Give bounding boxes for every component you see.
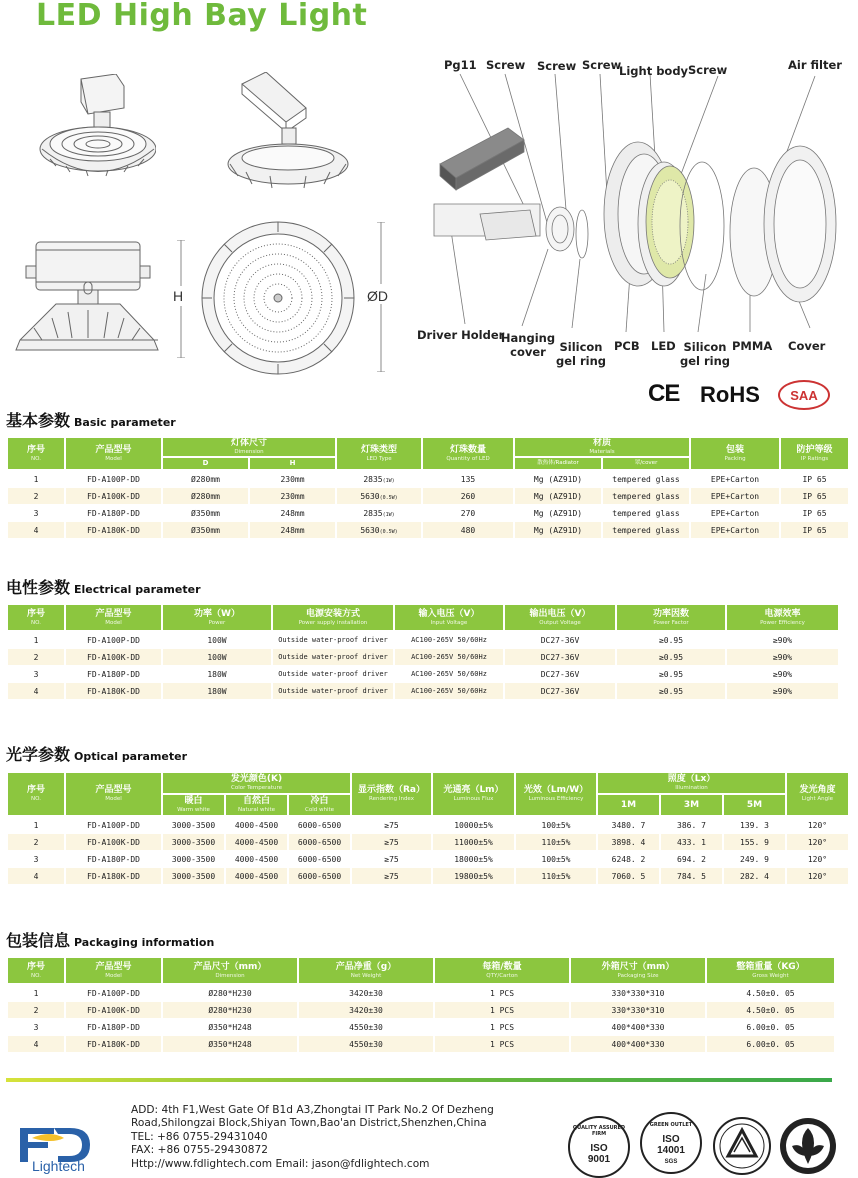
th-packing: 包装 Packing bbox=[691, 438, 779, 471]
th-no: 序号 NO. bbox=[8, 958, 64, 985]
table-row: 4 FD-A180K-DD 180W Outside water-proof driver AC100-265V 50/60Hz DC27-36V ≥0.95 ≥90% bbox=[8, 683, 838, 700]
page-title: LED High Bay Light bbox=[36, 0, 368, 33]
th-cover: 罩/cover bbox=[603, 458, 689, 471]
ce-mark: CE bbox=[648, 380, 680, 407]
th-install: 电源安装方式 Power supply installation bbox=[273, 605, 393, 632]
th-color-temp: 发光颜色(K) Color Temperature bbox=[163, 773, 350, 795]
website-email-line: Http://www.fdlightech.com Email: jason@fdlightech.com bbox=[131, 1157, 430, 1170]
label-pcb: PCB bbox=[614, 339, 640, 353]
packaging-information-title-en: Packaging information bbox=[74, 936, 215, 949]
iso14001-badge-top: GREEN OUTLET bbox=[649, 1122, 693, 1128]
label-screw-3: Screw bbox=[582, 58, 622, 72]
height-dimension-line bbox=[176, 240, 186, 358]
footer-divider bbox=[6, 1078, 832, 1082]
label-driver-holder: Driver Holder bbox=[417, 328, 505, 342]
table-row: 1 FD-A100P-DD Ø280*H230 3420±30 1 PCS 330*330*310 4.50±0. 05 bbox=[8, 985, 834, 1002]
logo-text: Lightech bbox=[32, 1158, 85, 1174]
th-no: 序号 NO. bbox=[8, 438, 64, 471]
high-bay-perspective-illustration-2 bbox=[226, 72, 350, 190]
table-row: 2 FD-A100K-DD Ø280mm 230mm 5630(0.5W) 260 Mg (AZ91D) tempered glass EPE+Carton IP 65 bbox=[8, 488, 848, 505]
packaging-information-table bbox=[6, 958, 836, 1053]
table-row: 1 FD-A100P-DD Ø280mm 230mm 2835(1W) 135 Mg (AZ91D) tempered glass EPE+Carton IP 65 bbox=[8, 471, 848, 488]
table-row: 2 FD-A100K-DD 100W Outside water-proof driver AC100-265V 50/60Hz DC27-36V ≥0.95 ≥90% bbox=[8, 649, 838, 666]
electrical-parameter-heading bbox=[6, 575, 201, 598]
high-bay-bottom-view-drawing bbox=[200, 218, 360, 378]
diameter-dimension-label: ØD bbox=[367, 288, 388, 304]
th-net-weight: 产品净重（g） Net Weight bbox=[299, 958, 433, 985]
th-dimension: 灯体尺寸 Dimension bbox=[163, 438, 335, 458]
electrical-parameter-title-en: Electrical parameter bbox=[74, 583, 201, 596]
address-line-1: ADD: 4th F1,West Gate Of B1d A3,Zhongtai IT Park No.2 Of Dezheng bbox=[131, 1104, 494, 1116]
saa-logo bbox=[778, 380, 830, 410]
th-output: 输出电压（V） Output Voltage bbox=[505, 605, 615, 632]
basic-parameter-title-en: Basic parameter bbox=[74, 416, 176, 429]
label-screw-4: Screw bbox=[688, 63, 728, 77]
iso14001-badge-icon bbox=[640, 1112, 702, 1174]
th-efficacy: 光效（Lm/W） Luminous Efficiency bbox=[516, 773, 596, 817]
optical-parameter-title-en: Optical parameter bbox=[74, 750, 188, 763]
electrical-parameter-table bbox=[6, 605, 840, 700]
table-row: 4 FD-A180K-DD Ø350mm 248mm 5630(0.5W) 480 Mg (AZ91D) tempered glass EPE+Carton IP 65 bbox=[8, 522, 848, 539]
th-pf: 功率因数 Power Factor bbox=[617, 605, 725, 632]
label-silicon-gel-ring-1: Silicon gel ring bbox=[556, 340, 607, 368]
th-natural: 自然白 Natural white bbox=[226, 795, 287, 817]
th-ip: 防护等级 IP Ratings bbox=[781, 438, 848, 471]
basic-parameter-heading bbox=[6, 408, 176, 431]
th-model: 产品型号 Model bbox=[66, 958, 161, 985]
th-no: 序号 NO. bbox=[8, 605, 64, 632]
th-radiator: 散热体/Radiator bbox=[515, 458, 601, 471]
iso9001-badge-top: QUALITY ASSURED FIRM bbox=[572, 1125, 626, 1137]
th-warm: 暖白 Warm white bbox=[163, 795, 224, 817]
iso14001-badge-text: ISO 14001 bbox=[657, 1134, 685, 1156]
table-row: 2 FD-A100K-DD Ø280*H230 3420±30 1 PCS 330*330*310 4.50±0. 05 bbox=[8, 1002, 834, 1019]
th-angle: 发光角度 Light Angle bbox=[787, 773, 848, 817]
table-row: 1 FD-A100P-DD 3000-3500 4000-4500 6000-6500 ≥75 10000±5% 100±5% 3480. 7 386. 7 139. 3 120° bbox=[8, 817, 848, 834]
optical-parameter-title-cn: 光学参数 bbox=[6, 745, 71, 764]
diameter-dimension-line bbox=[376, 222, 386, 372]
th-flux: 光通亮（Lm） Luminous Flux bbox=[433, 773, 514, 817]
th-d: D bbox=[163, 458, 248, 471]
th-1m: 1M bbox=[598, 795, 659, 817]
th-5m: 5M bbox=[724, 795, 785, 817]
optical-parameter-heading bbox=[6, 742, 187, 765]
label-pmma: PMMA bbox=[732, 339, 773, 353]
th-gross-weight: 整箱重量（KG） Gross Weight bbox=[707, 958, 834, 985]
table-row: 4 FD-A180K-DD 3000-3500 4000-4500 6000-6500 ≥75 19800±5% 110±5% 7060. 5 784. 5 282. 4 120° bbox=[8, 868, 848, 885]
fax-line: FAX: +86 0755-29430872 bbox=[131, 1144, 268, 1157]
label-light-body: Light body bbox=[619, 64, 689, 78]
exploded-view-drawing bbox=[420, 64, 840, 334]
height-dimension-label: H bbox=[173, 288, 184, 304]
basic-parameter-title-cn: 基本参数 bbox=[6, 411, 71, 430]
th-h: H bbox=[250, 458, 335, 471]
table-row: 2 FD-A100K-DD 3000-3500 4000-4500 6000-6500 ≥75 11000±5% 110±5% 3898. 4 433. 1 155. 9 120° bbox=[8, 834, 848, 851]
th-led-type: 灯珠类型 LED Type bbox=[337, 438, 421, 471]
th-model: 产品型号 Model bbox=[66, 605, 161, 632]
th-no: 序号 NO. bbox=[8, 773, 64, 817]
table-row: 3 FD-A180P-DD Ø350*H248 4550±30 1 PCS 400*400*330 6.00±0. 05 bbox=[8, 1019, 834, 1036]
iso9001-badge-icon bbox=[568, 1116, 630, 1178]
address-line-2: Road,Shilongzai Block,Shiyan Town,Bao'an District,Shenzhen,China bbox=[131, 1117, 487, 1130]
th-illumination: 照度（Lx） Illumination bbox=[598, 773, 785, 795]
th-power: 功率（W） Power bbox=[163, 605, 271, 632]
rohs-mark: RoHS bbox=[700, 382, 760, 407]
table-row: 1 FD-A100P-DD 100W Outside water-proof driver AC100-265V 50/60Hz DC27-36V ≥0.95 ≥90% bbox=[8, 632, 838, 649]
sgs-text: SGS bbox=[664, 1159, 678, 1165]
th-cri: 显示指数（Ra） Rendering Index bbox=[352, 773, 431, 817]
optical-parameter-table bbox=[6, 773, 850, 885]
th-led-qty: 灯珠数量 Quantity of LED bbox=[423, 438, 513, 471]
label-cover: Cover bbox=[788, 339, 826, 353]
iso9001-badge-text: ISO 9001 bbox=[587, 1143, 611, 1165]
th-cold: 冷白 Cold white bbox=[289, 795, 350, 817]
label-screw-1: Screw bbox=[486, 58, 526, 72]
th-qty-carton: 每箱/数量 QTY/Carton bbox=[435, 958, 569, 985]
th-model: 产品型号 Model bbox=[66, 773, 161, 817]
label-screw-2: Screw bbox=[537, 59, 577, 73]
high-bay-side-view-drawing bbox=[12, 232, 162, 362]
leaf-cert-badge-icon bbox=[778, 1116, 838, 1176]
th-input: 输入电压（V） Input Voltage bbox=[395, 605, 503, 632]
label-led: LED bbox=[651, 339, 676, 353]
table-row: 3 FD-A180P-DD 180W Outside water-proof driver AC100-265V 50/60Hz DC27-36V ≥0.95 ≥90% bbox=[8, 666, 838, 683]
electrical-parameter-title-cn: 电性参数 bbox=[6, 578, 71, 597]
packaging-information-title-cn: 包装信息 bbox=[6, 931, 71, 950]
triangle-cert-badge-icon bbox=[712, 1116, 772, 1176]
th-3m: 3M bbox=[661, 795, 722, 817]
th-packaging-size: 外箱尺寸（mm） Packaging Size bbox=[571, 958, 705, 985]
contact-address-block bbox=[131, 1104, 494, 1171]
th-model: 产品型号 Model bbox=[66, 438, 161, 471]
th-eff: 电源效率 Power Efficiency bbox=[727, 605, 838, 632]
table-row: 3 FD-A180P-DD Ø350mm 248mm 2835(1W) 270 Mg (AZ91D) tempered glass EPE+Carton IP 65 bbox=[8, 505, 848, 522]
table-row: 3 FD-A180P-DD 3000-3500 4000-4500 6000-6500 ≥75 18000±5% 100±5% 6248. 2 694. 2 249. 9 120° bbox=[8, 851, 848, 868]
high-bay-perspective-illustration-1 bbox=[36, 74, 156, 189]
packaging-information-heading bbox=[6, 928, 214, 951]
table-row: 4 FD-A180K-DD Ø350*H248 4550±30 1 PCS 400*400*330 6.00±0. 05 bbox=[8, 1036, 834, 1053]
th-dimension: 产品尺寸（mm） Dimension bbox=[163, 958, 297, 985]
label-hanging-cover: Hanging cover bbox=[500, 331, 556, 359]
label-air-filter: Air filter bbox=[788, 58, 842, 72]
label-silicon-gel-ring-2: Silicon gel ring bbox=[680, 340, 731, 368]
saa-mark: SAA bbox=[790, 388, 818, 403]
label-pg11: Pg11 bbox=[444, 58, 477, 72]
tel-line: TEL: +86 0755-29431040 bbox=[131, 1130, 268, 1143]
basic-parameter-table bbox=[6, 438, 850, 539]
th-materials: 材质 Materials bbox=[515, 438, 689, 458]
